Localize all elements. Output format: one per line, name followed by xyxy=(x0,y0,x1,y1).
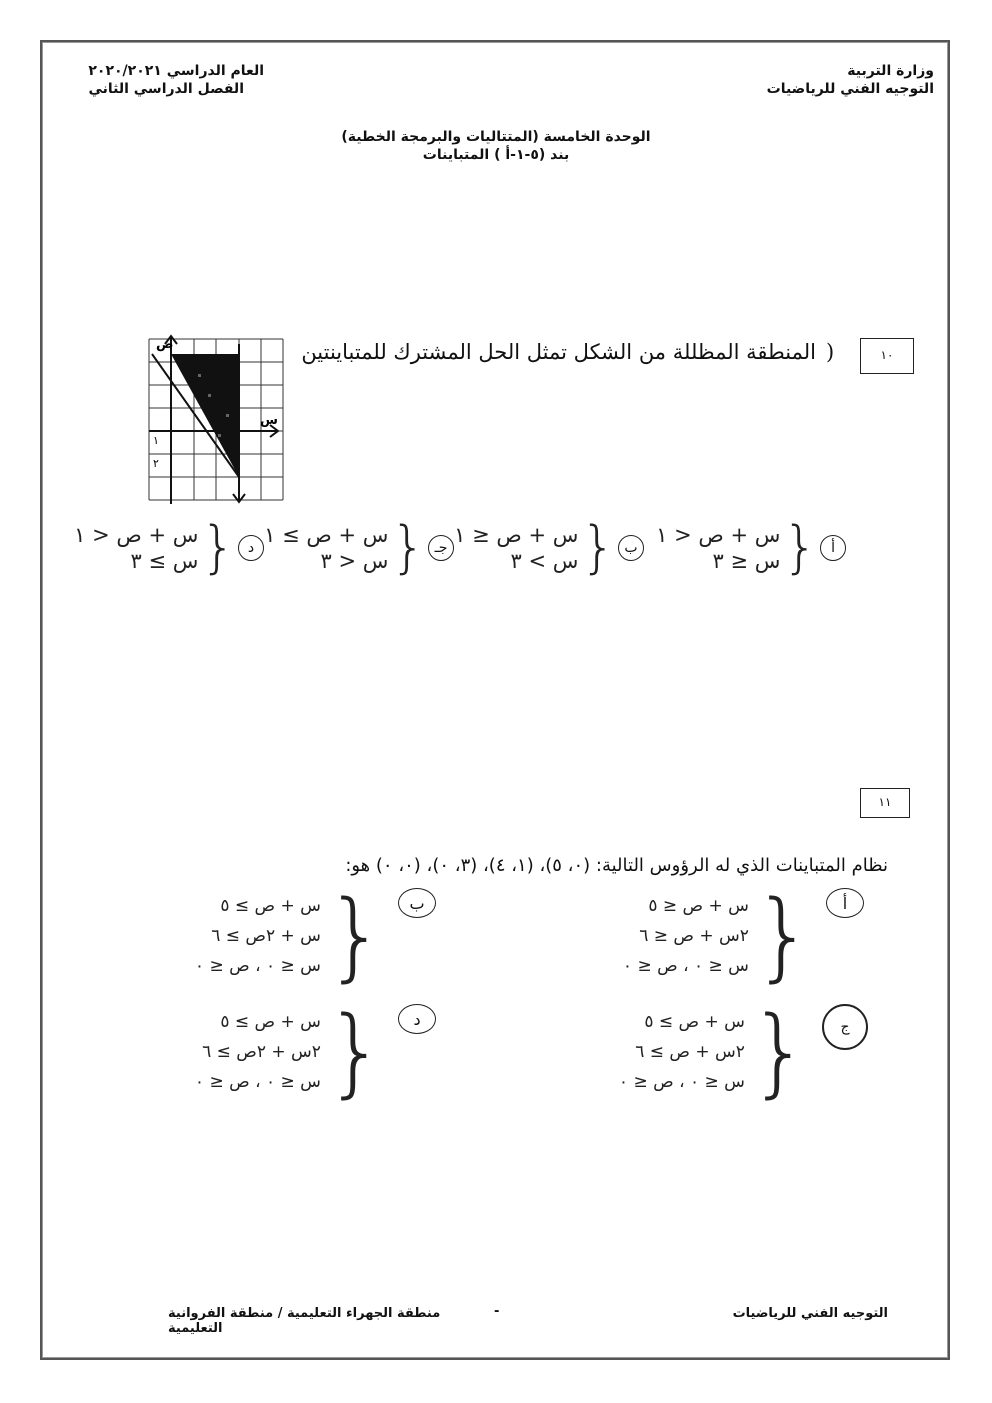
option-c[interactable] xyxy=(618,996,868,1108)
item-title: بند (٥-١-أ ) المتباينات xyxy=(422,147,570,163)
option-d[interactable] xyxy=(74,515,264,580)
option-line: س + ص ≥ ١ xyxy=(264,523,389,547)
option-line: س ≤ ٠ ، ص ≤ ٠ xyxy=(618,1072,745,1092)
unit-title: الوحدة الخامسة (المتتاليات والبرمجة الخطية) xyxy=(341,129,651,145)
option-badge: أ xyxy=(826,888,864,918)
footer-left: منطقة الجهراء التعليمية / منطقة الفروانية التعليمية xyxy=(168,1306,441,1336)
option-badge: ب xyxy=(618,535,644,561)
question-text: نظام المتباينات الذي له الرؤوس التالية: (٠، ٥)، (١، ٤)، (٣، ٠)، (٠، ٠) هو: xyxy=(345,855,888,876)
y-axis-label: ص xyxy=(156,337,174,352)
option-a[interactable] xyxy=(656,515,846,580)
brace-icon: { xyxy=(752,880,814,992)
option-line: س ≤ ٠ ، ص ≤ ٠ xyxy=(622,956,749,976)
option-badge: ب xyxy=(398,888,436,918)
option-line: س + ص ≤ ٥ xyxy=(648,896,749,916)
tick-label-1: ١ xyxy=(153,434,159,447)
option-line: س + ص < ١ xyxy=(656,523,781,547)
tick-label-2: ٢ xyxy=(153,457,159,470)
option-line: س + ص ≥ ٥ xyxy=(220,896,321,916)
option-a[interactable] xyxy=(622,880,864,992)
brace-icon: { xyxy=(200,515,236,580)
brace-icon: { xyxy=(324,996,386,1108)
semester: الفصل الدراسي الثاني xyxy=(88,81,244,97)
option-c[interactable] xyxy=(264,515,454,580)
option-line: س ≥ ٣ xyxy=(130,549,199,573)
ministry-name: وزارة التربية xyxy=(847,63,934,79)
header-center xyxy=(0,128,992,164)
question-text: المنطقة المظللة من الشكل تمثل الحل المشترك للمتباينتين xyxy=(301,340,816,364)
option-line: س + ص < ١ xyxy=(74,523,199,547)
option-badge: د xyxy=(238,535,264,561)
option-line: س ≤ ٠ ، ص ≤ ٠ xyxy=(194,956,321,976)
footer-right: التوجيه الفني للرياضيات xyxy=(732,1306,888,1321)
brace-icon: { xyxy=(580,515,616,580)
option-line: ٢س + ص ≤ ٦ xyxy=(639,926,749,946)
brace-icon: { xyxy=(390,515,426,580)
option-line: س > ٣ xyxy=(510,549,579,573)
option-line: س + ص ≥ ٥ xyxy=(644,1012,745,1032)
option-badge-selected: ج xyxy=(822,1004,868,1050)
option-line: ٢س + ص ≥ ٦ xyxy=(635,1042,745,1062)
option-line: ٢س + ٢ص ≥ ٦ xyxy=(202,1042,321,1062)
inequality-graph xyxy=(138,334,288,506)
option-b[interactable] xyxy=(194,880,436,992)
option-line: س + ٢ص ≥ ٦ xyxy=(211,926,321,946)
option-d[interactable] xyxy=(194,996,436,1108)
brace-icon: { xyxy=(324,880,386,992)
header-right xyxy=(767,62,934,98)
brace-icon: { xyxy=(782,515,818,580)
option-line: س < ٣ xyxy=(320,549,389,573)
question-paren: ) xyxy=(826,340,835,364)
option-line: س ≤ ٠ ، ص ≤ ٠ xyxy=(194,1072,321,1092)
option-badge: د xyxy=(398,1004,436,1034)
brace-icon: { xyxy=(748,996,810,1108)
option-line: س + ص ≥ ٥ xyxy=(220,1012,321,1032)
option-line: س ≤ ٣ xyxy=(712,549,781,573)
department-name: التوجيه الفني للرياضيات xyxy=(766,81,934,97)
option-b[interactable] xyxy=(454,515,644,580)
question-number-box: ١٠ xyxy=(860,338,914,374)
option-badge: جـ xyxy=(428,535,454,561)
option-badge: أ xyxy=(820,535,846,561)
x-axis-label: س xyxy=(260,413,278,428)
question-number-box: ١١ xyxy=(860,788,910,818)
page-border xyxy=(40,40,950,1360)
footer-dash: - xyxy=(494,1304,500,1319)
header-left xyxy=(64,62,264,98)
option-line: س + ص ≤ ١ xyxy=(454,523,579,547)
school-year: العام الدراسي ٢٠٢٠/٢٠٢١ xyxy=(88,63,264,79)
